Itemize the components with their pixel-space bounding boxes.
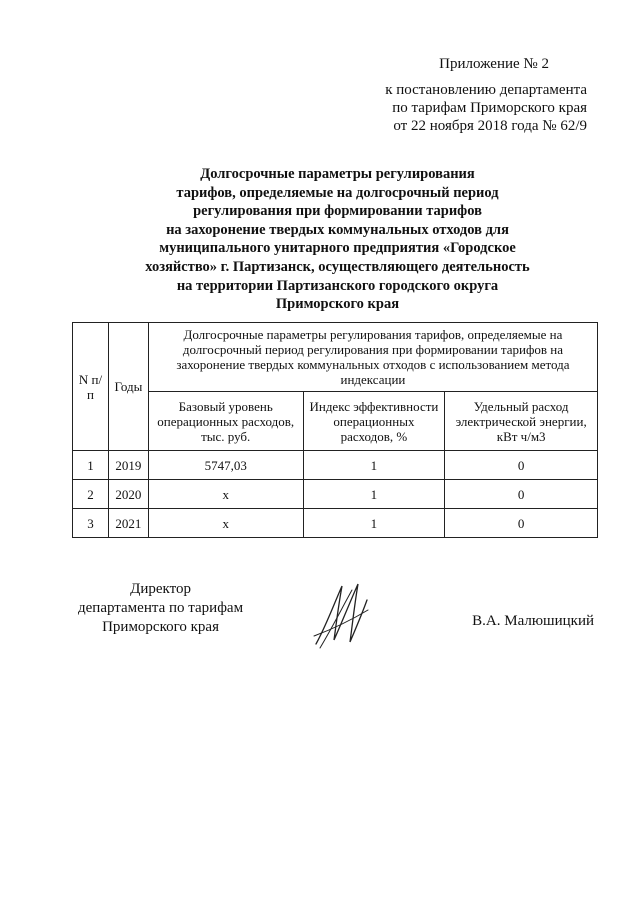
cell-num: 1 — [73, 451, 109, 480]
position-line: Директор — [130, 581, 191, 597]
header-energy-consumption: Удельный расход электрической энергии, кВт ч/м3 — [445, 392, 598, 451]
decree-line: по тарифам Приморского края — [392, 100, 587, 116]
header-group: Долгосрочные параметры регулирования тарифов, определяемые на долгосрочный период регулирования при формировании тарифов на захоронение твердых коммунальных отходов с использованием метода индексации — [148, 323, 597, 392]
title-line: регулирования при формировании тарифов — [193, 203, 482, 220]
cell-num: 2 — [73, 480, 109, 509]
position-line: Приморского края — [102, 619, 219, 635]
title-line: на территории Партизанского городского округа — [176, 277, 499, 294]
cell-energy: 0 — [445, 451, 598, 480]
document-title — [60, 165, 615, 314]
cell-index: 1 — [303, 509, 445, 538]
appendix-number: Приложение № 2 — [439, 56, 549, 72]
cell-index: 1 — [303, 451, 445, 480]
cell-year: 2019 — [108, 451, 148, 480]
signatory-name: В.А. Малюшицкий — [472, 613, 594, 629]
table-row — [73, 509, 598, 538]
title-line: муниципального унитарного предприятия «Городское — [159, 240, 516, 257]
header-num: N п/п — [73, 323, 109, 451]
signatory-position — [78, 580, 243, 637]
cell-year: 2020 — [108, 480, 148, 509]
cell-year: 2021 — [108, 509, 148, 538]
title-line: Приморского края — [275, 296, 400, 313]
header-base-costs: Базовый уровень операционных расходов, тыс. руб. — [148, 392, 303, 451]
table-row — [73, 480, 598, 509]
decree-line: от 22 ноября 2018 года № 62/9 — [393, 118, 587, 134]
cell-energy: 0 — [445, 480, 598, 509]
table-row — [73, 451, 598, 480]
table-header-row — [73, 323, 598, 392]
cell-base: x — [148, 509, 303, 538]
title-line: хозяйство» г. Партизанск, осуществляющего деятельность — [145, 258, 530, 275]
title-line: на захоронение твердых коммунальных отходов для — [166, 221, 509, 238]
parameters-table — [72, 322, 598, 538]
cell-index: 1 — [303, 480, 445, 509]
handwritten-signature — [312, 578, 370, 650]
title-line: тарифов, определяемые на долгосрочный период — [176, 184, 499, 201]
cell-base: 5747,03 — [148, 451, 303, 480]
decree-line: к постановлению департамента — [385, 82, 587, 98]
cell-num: 3 — [73, 509, 109, 538]
cell-energy: 0 — [445, 509, 598, 538]
decree-reference — [385, 81, 587, 135]
header-year: Годы — [108, 323, 148, 451]
table-subheader-row — [73, 392, 598, 451]
title-line: Долгосрочные параметры регулирования — [200, 166, 475, 182]
header-efficiency-index: Индекс эффективности операционных расходов, % — [303, 392, 445, 451]
position-line: департамента по тарифам — [78, 600, 244, 616]
cell-base: x — [148, 480, 303, 509]
